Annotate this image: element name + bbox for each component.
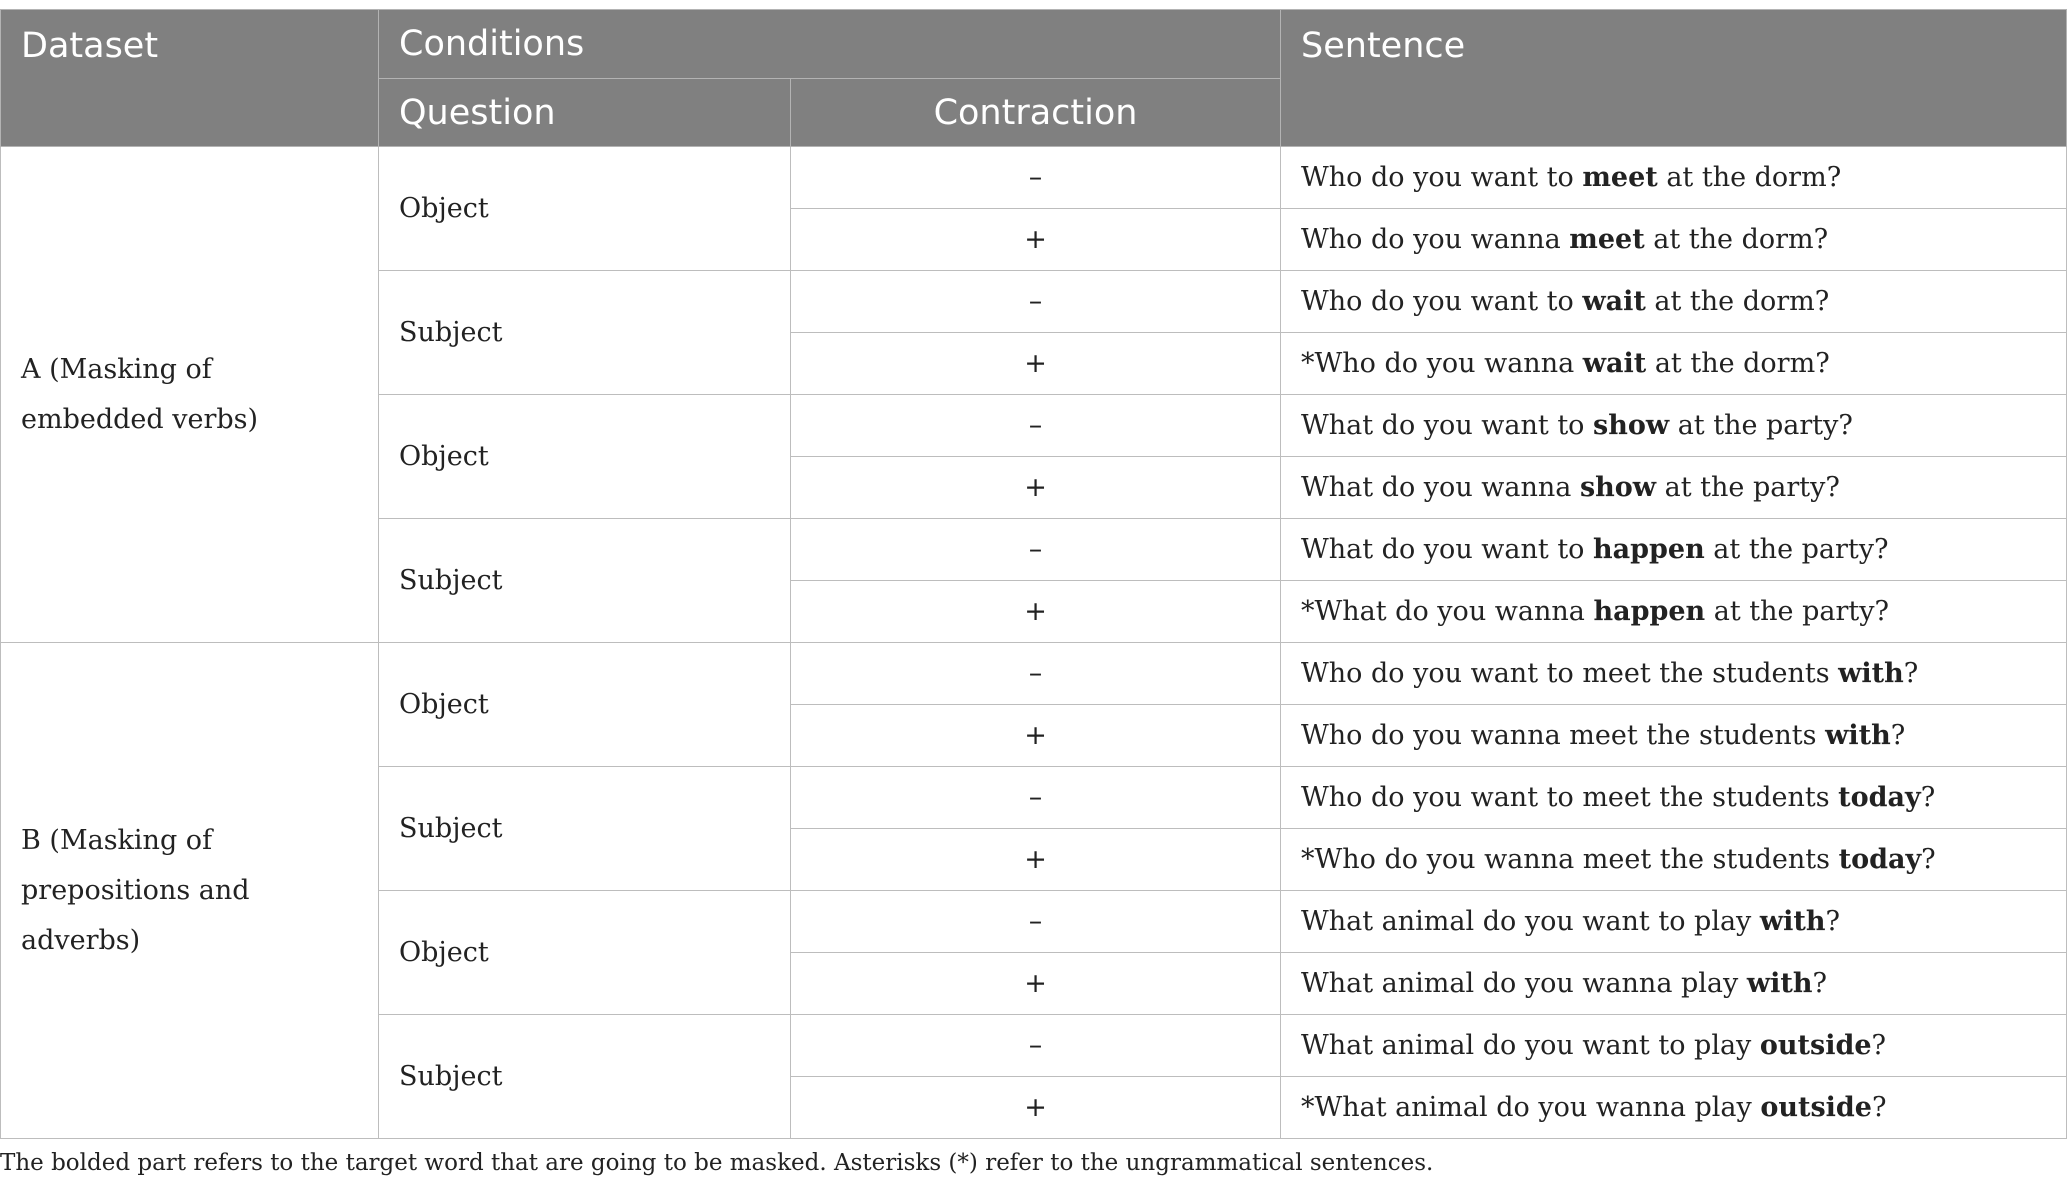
sentence-text: ? [1872, 1092, 1887, 1123]
sentence-cell [1281, 891, 2067, 953]
sentence-cell [1281, 457, 2067, 519]
sentence-text: What animal do you wanna play [1301, 968, 1747, 999]
contraction-cell: – [791, 767, 1281, 829]
sentence-text: *What do you wanna [1301, 596, 1594, 627]
dataset-label: A (Masking of embedded verbs) [1, 147, 379, 643]
sentence-cell [1281, 395, 2067, 457]
sentence-cell [1281, 705, 2067, 767]
sentence-text: What do you want to [1301, 534, 1594, 565]
dataset-label: B (Masking of prepositions and adverbs) [1, 643, 379, 1139]
sentence-cell [1281, 1015, 2067, 1077]
sentence-text: at the dorm? [1645, 286, 1830, 317]
sentence-cell [1281, 271, 2067, 333]
contraction-cell: – [791, 1015, 1281, 1077]
sentence-text: Who do you wanna [1301, 224, 1570, 255]
header-dataset: Dataset [1, 10, 379, 147]
sentence-text: ? [1890, 720, 1906, 751]
target-word: with [1759, 906, 1826, 937]
contraction-cell: + [791, 581, 1281, 643]
contraction-cell: + [791, 829, 1281, 891]
table-body [1, 147, 2067, 1139]
contraction-cell: + [791, 333, 1281, 395]
header-sentence: Sentence [1281, 10, 2067, 147]
target-word: with [1746, 968, 1813, 999]
contraction-cell: – [791, 271, 1281, 333]
sentence-cell [1281, 209, 2067, 271]
question-type-cell: Object [379, 891, 791, 1015]
sentence-cell [1281, 333, 2067, 395]
sentence-text: Who do you want to [1301, 162, 1583, 193]
target-word: wait [1582, 286, 1646, 317]
contraction-cell: – [791, 643, 1281, 705]
sentence-text: *What animal do you wanna play [1301, 1092, 1761, 1123]
sentence-text: Who do you want to meet the students [1301, 658, 1839, 689]
sentence-text: at the party? [1705, 596, 1889, 627]
header-conditions: Conditions [379, 10, 1281, 79]
table-row [1, 147, 2067, 209]
sentence-cell [1281, 147, 2067, 209]
target-word: show [1593, 410, 1670, 441]
contraction-cell: – [791, 519, 1281, 581]
contraction-cell: + [791, 457, 1281, 519]
sentence-text: at the party? [1656, 472, 1840, 503]
contraction-cell: + [791, 953, 1281, 1015]
sentence-text: ? [1903, 658, 1919, 689]
data-table [0, 9, 2067, 1139]
sentence-text: Who do you want to meet the students [1301, 782, 1839, 813]
target-word: happen [1593, 596, 1706, 627]
sentence-text: What animal do you want to play [1301, 906, 1760, 937]
sentence-text: at the dorm? [1644, 224, 1829, 255]
sentence-cell [1281, 1077, 2067, 1139]
sentence-text: at the party? [1704, 534, 1889, 565]
question-type-cell: Object [379, 147, 791, 271]
question-type-cell: Subject [379, 767, 791, 891]
contraction-cell: + [791, 1077, 1281, 1139]
sentence-text: What do you wanna [1301, 472, 1580, 503]
contraction-cell: + [791, 209, 1281, 271]
target-word: meet [1569, 224, 1645, 255]
table-footnote: The bolded part refers to the target word that are going to be masked. Asterisks (*) refer to the ungrammatical sentences. [0, 1150, 1434, 1176]
sentence-text: What do you want to [1301, 410, 1594, 441]
sentence-text: ? [1825, 906, 1840, 937]
table-header [1, 10, 2067, 147]
table-row [1, 643, 2067, 705]
target-word: happen [1593, 534, 1705, 565]
sentence-text: ? [1920, 782, 1936, 813]
question-type-cell: Subject [379, 519, 791, 643]
target-word: today [1838, 782, 1921, 813]
sentence-cell [1281, 519, 2067, 581]
target-word: outside [1760, 1092, 1872, 1123]
question-type-cell: Subject [379, 271, 791, 395]
target-word: wait [1582, 348, 1647, 379]
sentence-text: *Who do you wanna meet the students [1301, 844, 1839, 875]
contraction-cell: – [791, 147, 1281, 209]
question-type-cell: Object [379, 643, 791, 767]
sentence-cell [1281, 829, 2067, 891]
contraction-cell: – [791, 395, 1281, 457]
sentence-text: ? [1812, 968, 1827, 999]
header-contraction: Contraction [791, 79, 1281, 147]
sentence-text: ? [1921, 844, 1936, 875]
header-question: Question [379, 79, 791, 147]
question-type-cell: Object [379, 395, 791, 519]
contraction-cell: + [791, 705, 1281, 767]
sentence-cell [1281, 767, 2067, 829]
target-word: with [1838, 658, 1904, 689]
sentence-cell [1281, 581, 2067, 643]
target-word: with [1825, 720, 1891, 751]
sentence-text: What animal do you want to play [1301, 1030, 1760, 1061]
sentence-text: *Who do you wanna [1301, 348, 1583, 379]
target-word: meet [1582, 162, 1658, 193]
sentence-text: Who do you wanna meet the students [1301, 720, 1826, 751]
sentence-text: Who do you want to [1301, 286, 1583, 317]
sentence-text: at the dorm? [1657, 162, 1842, 193]
sentence-cell [1281, 953, 2067, 1015]
target-word: outside [1759, 1030, 1872, 1061]
sentence-text: ? [1871, 1030, 1887, 1061]
contraction-cell: – [791, 891, 1281, 953]
sentence-cell [1281, 643, 2067, 705]
sentence-text: at the party? [1669, 410, 1853, 441]
target-word: today [1838, 844, 1922, 875]
sentence-text: at the dorm? [1646, 348, 1830, 379]
target-word: show [1579, 472, 1657, 503]
question-type-cell: Subject [379, 1015, 791, 1139]
